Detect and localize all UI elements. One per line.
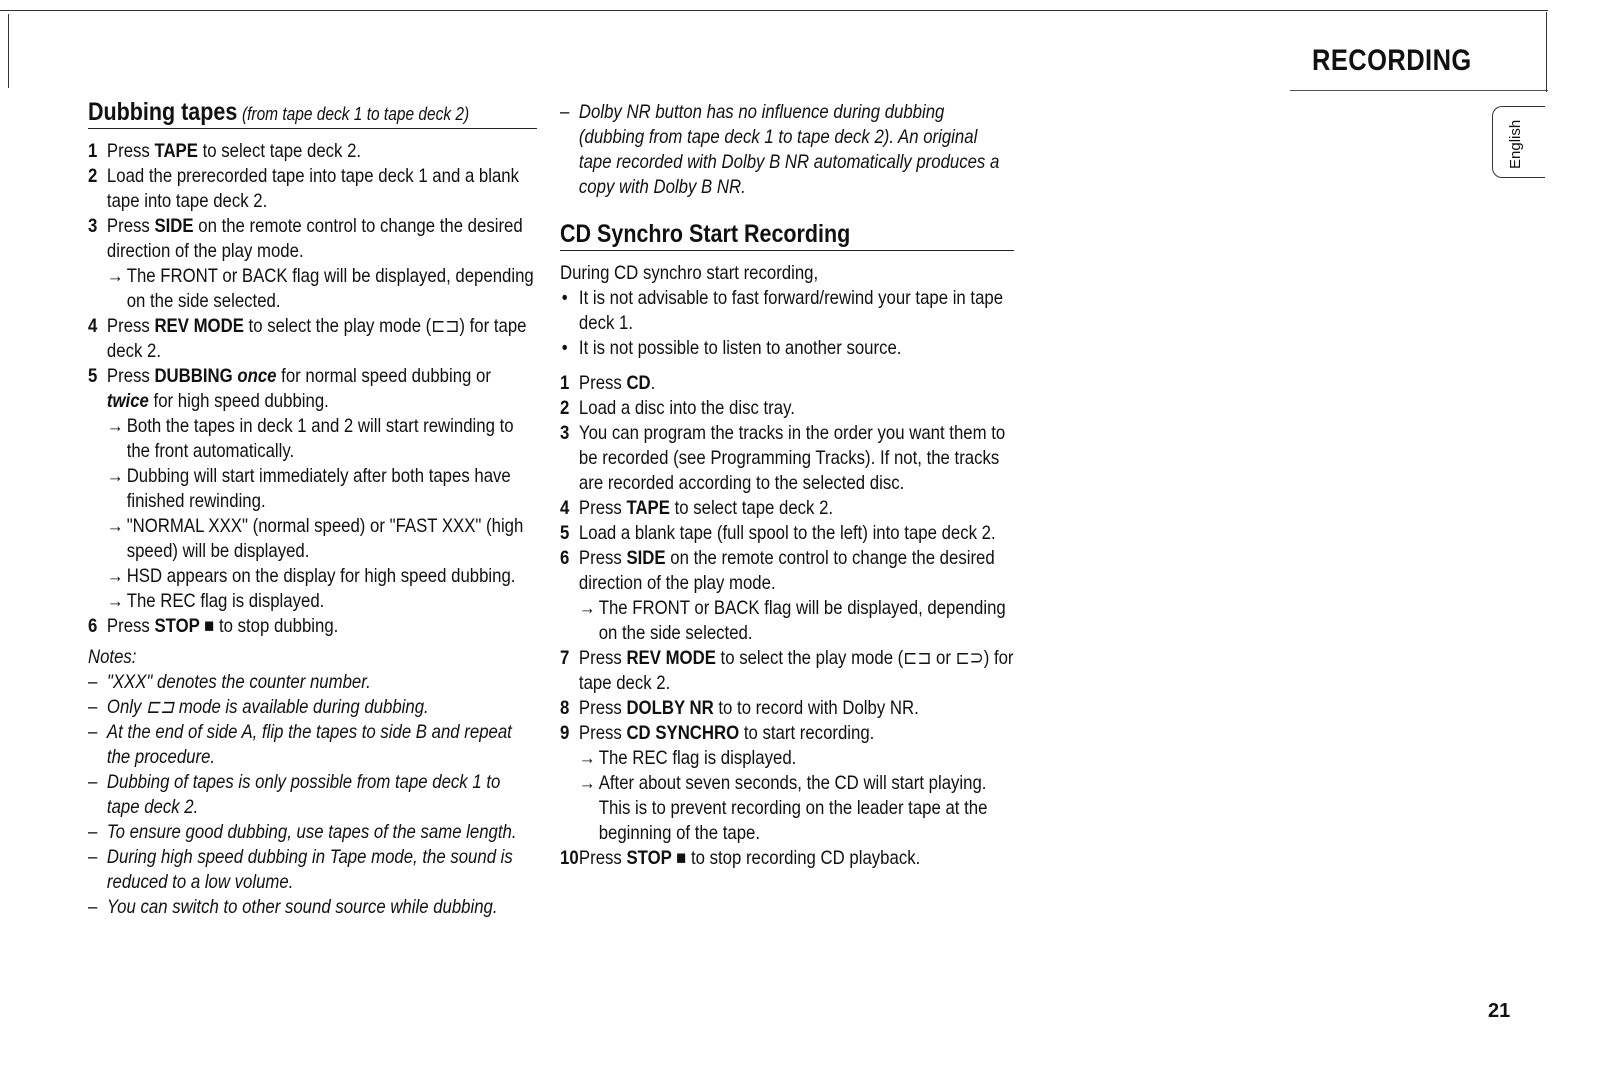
arrow-icon: → xyxy=(578,772,596,794)
language-tab xyxy=(1492,106,1545,178)
note-7: – You can switch to other sound source while dubbing. xyxy=(88,896,498,918)
page-number: 21 xyxy=(1488,1000,1511,1022)
dubbing-step-3: 3 Press SIDE on the remote control to change the desired direction of the play mode. xyxy=(88,215,523,262)
cd-step-6-result: → The FRONT or BACK flag will be displayed, depending on the side selected. xyxy=(578,597,1006,644)
cd-step-10: 10 Press STOP ■ to stop recording CD playback. xyxy=(560,847,921,869)
arrow-icon: → xyxy=(106,415,124,437)
arrow-icon: → xyxy=(106,565,124,587)
arrow-icon: → xyxy=(106,590,124,612)
cd-synchro-bullet-2: • It is not possible to listen to another source. xyxy=(561,337,902,359)
dubbing-step-5-result-4: → HSD appears on the display for high speed dubbing. xyxy=(106,565,516,587)
dubbing-step-5-result-1: → Both the tapes in deck 1 and 2 will start rewinding to the front automatically. xyxy=(106,415,514,462)
note-1: – "XXX" denotes the counter number. xyxy=(88,671,371,693)
note-4: – Dubbing of tapes is only possible from tape deck 1 to tape deck 2. xyxy=(88,771,501,818)
cd-step-8: 8 Press DOLBY NR to to record with Dolby NR. xyxy=(560,697,919,719)
dubbing-step-5-result-5: → The REC flag is displayed. xyxy=(106,590,325,612)
dubbing-step-6: 6 Press STOP ■ to stop dubbing. xyxy=(88,615,339,637)
cd-step-5: 5 Load a blank tape (full spool to the left) into tape deck 2. xyxy=(560,522,996,544)
cd-step-9-result-2: → After about seven seconds, the CD will start playing. This is to prevent recording on the leader tape at the beginning of the tape. xyxy=(578,772,988,844)
arrow-icon: → xyxy=(106,265,124,287)
cd-step-4: 4 Press TAPE to select tape deck 2. xyxy=(560,497,834,519)
cd-synchro-intro: During CD synchro start recording, xyxy=(560,262,819,284)
right-edge-mark xyxy=(1546,12,1547,92)
dubbing-step-2: 2 Load the prerecorded tape into tape deck 1 and a blank tape into tape deck 2. xyxy=(88,165,520,212)
dubbing-step-5-result-2: → Dubbing will start immediately after both tapes have finished rewinding. xyxy=(106,465,511,512)
dubbing-heading: Dubbing tapes (from tape deck 1 to tape deck 2) xyxy=(88,100,537,129)
dubbing-step-1: 1 Press TAPE to select tape deck 2. xyxy=(88,140,362,162)
cd-step-6: 6 Press SIDE on the remote control to change the desired direction of the play mode. xyxy=(560,547,995,594)
arrow-icon: → xyxy=(106,515,124,537)
notes-heading: Notes: xyxy=(88,646,137,668)
top-rule xyxy=(0,10,1548,11)
dubbing-step-4: 4 Press REV MODE to select the play mode (⊏⊐) for tape deck 2. xyxy=(88,315,527,362)
cd-step-9-result-1: → The REC flag is displayed. xyxy=(578,747,797,769)
arrow-icon: → xyxy=(106,465,124,487)
page-title: RECORDING xyxy=(1312,44,1472,77)
arrow-icon: → xyxy=(578,597,596,619)
note-5: – To ensure good dubbing, use tapes of the same length. xyxy=(88,821,517,843)
note-2: – Only ⊏⊐ mode is available during dubbing. xyxy=(88,696,429,718)
cd-synchro-column xyxy=(560,100,1015,871)
cd-step-7: 7 Press REV MODE to select the play mode (⊏⊐ or ⊏⊃) for tape deck 2. xyxy=(560,647,1014,694)
cd-step-2: 2 Load a disc into the disc tray. xyxy=(560,397,795,419)
note-dolby: – Dolby NR button has no influence during dubbing (dubbing from tape deck 1 to tape deck 2). An original tape recorded with Dolby B NR automatically produces a copy with Dolby B NR. xyxy=(560,101,1000,198)
dubbing-step-5: 5 Press DUBBING once for normal speed dubbing or twice for high speed dubbing. xyxy=(88,365,491,412)
dubbing-section xyxy=(88,100,538,920)
left-edge-mark xyxy=(8,14,9,88)
arrow-icon: → xyxy=(578,747,596,769)
title-rule xyxy=(1290,90,1548,91)
note-3: – At the end of side A, flip the tapes to side B and repeat the procedure. xyxy=(88,721,512,768)
cd-step-1: 1 Press CD. xyxy=(560,372,656,394)
cd-step-3: 3 You can program the tracks in the order you want them to be recorded (see Programming Tracks). If not, the tracks are recorded according to the selected disc. xyxy=(560,422,1006,494)
note-6: – During high speed dubbing in Tape mode, the sound is reduced to a low volume. xyxy=(88,846,513,893)
dubbing-step-5-result-3: → "NORMAL XXX" (normal speed) or "FAST XXX" (high speed) will be displayed. xyxy=(106,515,524,562)
cd-step-9: 9 Press CD SYNCHRO to start recording. xyxy=(560,722,875,744)
cd-synchro-bullet-1: • It is not advisable to fast forward/rewind your tape in tape deck 1. xyxy=(561,287,1004,334)
language-label: English xyxy=(1507,119,1524,169)
cd-synchro-heading: CD Synchro Start Recording xyxy=(560,222,1014,251)
dubbing-step-3-result: → The FRONT or BACK flag will be displayed, depending on the side selected. xyxy=(106,265,534,312)
